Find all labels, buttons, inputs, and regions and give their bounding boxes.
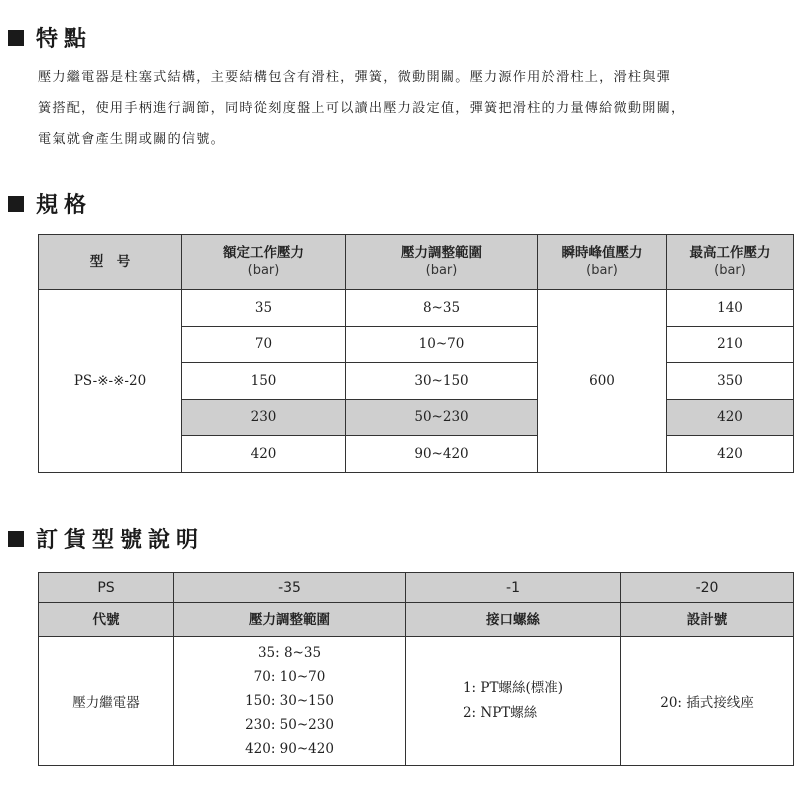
thread-option: 2: NPT螺絲 (462, 705, 538, 721)
spec-range-cell: 50~230 (346, 399, 538, 436)
features-paragraph (38, 62, 794, 155)
order-label-cell: 代號 (39, 603, 174, 637)
spec-max-cell: 210 (667, 326, 794, 363)
order-code-cell: -20 (621, 573, 794, 603)
spec-range-cell: 10~70 (346, 326, 538, 363)
spec-rated-cell: 150 (182, 363, 346, 400)
spec-header-max: 最高工作壓力 (bar) (667, 235, 794, 290)
features-line: 壓力繼電器是柱塞式結構，主要結構包含有滑柱，彈簧，微動開關。壓力源作用於滑柱上，滑柱與彈 (38, 70, 672, 85)
order-value-row (39, 637, 794, 766)
table-row (39, 290, 794, 327)
spec-max-cell: 350 (667, 363, 794, 400)
spec-rated-cell: 230 (182, 399, 346, 436)
features-line: 簧搭配，使用手柄進行調節，同時從刻度盤上可以讀出壓力設定值，彈簧把滑柱的力量傳給微動開關， (38, 101, 686, 116)
spec-range-cell: 90~420 (346, 436, 538, 473)
spec-model-cell: PS-※-※-20 (39, 290, 182, 473)
features-title: 特點 (36, 27, 93, 52)
ordering-heading (8, 523, 204, 554)
heading-square-icon (8, 531, 24, 547)
features-line: 電氣就會產生開或關的信號。 (38, 132, 226, 147)
order-code-cell: -1 (406, 573, 621, 603)
thread-option: 1: PT螺絲(標准) (462, 680, 564, 696)
specs-heading (8, 188, 92, 219)
order-label-cell: 壓力調整範圍 (174, 603, 406, 637)
order-label-row (39, 603, 794, 637)
spec-peak-cell: 600 (538, 290, 667, 473)
range-option: 230: 50~230 (245, 717, 334, 733)
spec-max-cell: 420 (667, 399, 794, 436)
spec-header-model: 型 号 (39, 235, 182, 290)
range-option: 35: 8~35 (257, 645, 322, 661)
range-option: 150: 30~150 (245, 693, 334, 709)
spec-range-cell: 30~150 (346, 363, 538, 400)
spec-max-cell: 140 (667, 290, 794, 327)
order-label-cell: 接口螺絲 (406, 603, 621, 637)
spec-range-cell: 8~35 (346, 290, 538, 327)
order-code-row (39, 573, 794, 603)
specs-title: 規格 (36, 193, 93, 218)
spec-header-range: 壓力調整範圍 (bar) (346, 235, 538, 290)
spec-header-row (39, 235, 794, 290)
features-heading (8, 22, 92, 53)
order-range-cell (174, 637, 406, 766)
order-code-cell: PS (39, 573, 174, 603)
spec-rated-cell: 35 (182, 290, 346, 327)
heading-square-icon (8, 196, 24, 212)
order-code-cell: -35 (174, 573, 406, 603)
spec-rated-cell: 70 (182, 326, 346, 363)
order-name-cell: 壓力繼電器 (39, 637, 174, 766)
spec-rated-cell: 420 (182, 436, 346, 473)
spec-header-peak: 瞬時峰值壓力 (bar) (538, 235, 667, 290)
order-design-cell: 20: 插式接线座 (621, 637, 794, 766)
spec-max-cell: 420 (667, 436, 794, 473)
heading-square-icon (8, 30, 24, 46)
ordering-title: 訂貨型號說明 (36, 528, 205, 553)
range-option: 70: 10~70 (253, 669, 326, 685)
order-thread-cell (406, 637, 621, 766)
order-label-cell: 設計號 (621, 603, 794, 637)
order-table (38, 572, 794, 766)
spec-header-rated: 額定工作壓力 (bar) (182, 235, 346, 290)
spec-table (38, 234, 794, 473)
range-option: 420: 90~420 (245, 741, 334, 757)
